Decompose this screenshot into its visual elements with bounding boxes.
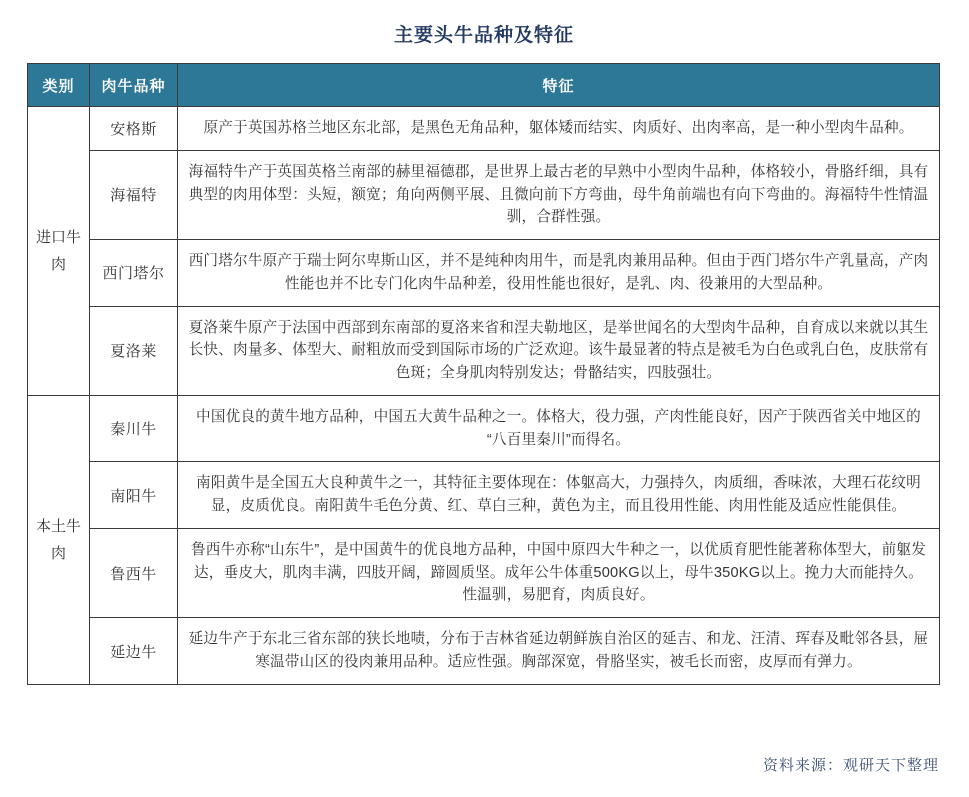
figure-title: 主要头牛品种及特征: [393, 25, 574, 46]
table-row: [28, 107, 940, 151]
breed-name: 安格斯: [90, 107, 178, 151]
header-feature: 特征: [178, 64, 940, 107]
breed-feature: 西门塔尔牛原产于瑞士阿尔卑斯山区，并不是纯种肉用牛，而是乳肉兼用品种。但由于西门塔尔牛产乳量高，产肉性能也并不比专门化肉牛品种差，役用性能也很好，是乳、肉、役兼用的大型品种。: [178, 240, 940, 307]
breed-name: 海福特: [90, 150, 178, 239]
table-row: [28, 306, 940, 395]
table-row: [28, 395, 940, 462]
breed-name: 南阳牛: [90, 462, 178, 529]
header-breed: 肉牛品种: [90, 64, 178, 107]
cattle-breeds-table: [27, 63, 940, 685]
breed-feature: 夏洛莱牛原产于法国中西部到东南部的夏洛来省和涅夫勒地区，是举世闻名的大型肉牛品种，自育成以来就以其生长快、肉量多、体型大、耐粗放而受到国际市场的广泛欢迎。该牛最显著的特点是被毛为白色或乳白色，皮肤常有色斑；全身肌肉特别发达；骨骼结实，四肢强壮。: [178, 306, 940, 395]
breed-feature: 延边牛产于东北三省东部的狭长地啧，分布于吉林省延边朝鲜族自治区的延吉、和龙、汪清、珲春及毗邻各县，屉寒温带山区的役肉兼用品种。适应性强。胸部深宽，骨胳坚实，被毛长而密，皮厚而有弹力。: [178, 618, 940, 685]
breed-feature: 原产于英国苏格兰地区东北部，是黑色无角品种，躯体矮而结实、肉质好、出肉率高，是一种小型肉牛品种。: [178, 107, 940, 151]
table-row: [28, 150, 940, 239]
table-row: [28, 528, 940, 617]
breed-name: 延边牛: [90, 618, 178, 685]
table-header-row: [28, 64, 940, 107]
data-source-note: 资料来源：观研天下整理: [762, 757, 939, 774]
breed-name: 夏洛莱: [90, 306, 178, 395]
table-row: [28, 462, 940, 529]
table-row: [28, 240, 940, 307]
breed-feature: 鲁西牛亦称“山东牛”，是中国黄牛的优良地方品种，中国中原四大牛种之一，以优质育肥性能著称体型大，前躯发达，垂皮大，肌肉丰满，四肢开阔，蹄圆质坚。成年公牛体重500KG以上，母牛350KG以上。挽力大而能持久。性温驯，易肥育，肉质良好。: [178, 528, 940, 617]
breed-name: 鲁西牛: [90, 528, 178, 617]
breed-feature: 海福特牛产于英国英格兰南部的赫里福德郡，是世界上最古老的早熟中小型肉牛品种，体格较小，骨胳纤细，具有典型的肉用体型：头短，额宽；角向两侧平展、且微向前下方弯曲，母牛角前端也有向下弯曲的。海福特牛性情温驯，合群性强。: [178, 150, 940, 239]
breed-name: 西门塔尔: [90, 240, 178, 307]
header-category: 类别: [28, 64, 90, 107]
category-imported: 进口牛肉: [28, 107, 90, 396]
table-row: [28, 618, 940, 685]
breed-feature: 南阳黄牛是全国五大良种黄牛之一，其特征主要体现在：体躯高大，力强持久，肉质细，香味浓，大理石花纹明显，皮质优良。南阳黄牛毛色分黄、红、草白三种，黄色为主，而且役用性能、肉用性能及适应性能俱佳。: [178, 462, 940, 529]
breed-name: 秦川牛: [90, 395, 178, 462]
category-domestic: 本土牛肉: [28, 395, 90, 684]
breed-feature: 中国优良的黄牛地方品种，中国五大黄牛品种之一。体格大，役力强，产肉性能良好，因产于陕西省关中地区的“八百里秦川”而得名。: [178, 395, 940, 462]
